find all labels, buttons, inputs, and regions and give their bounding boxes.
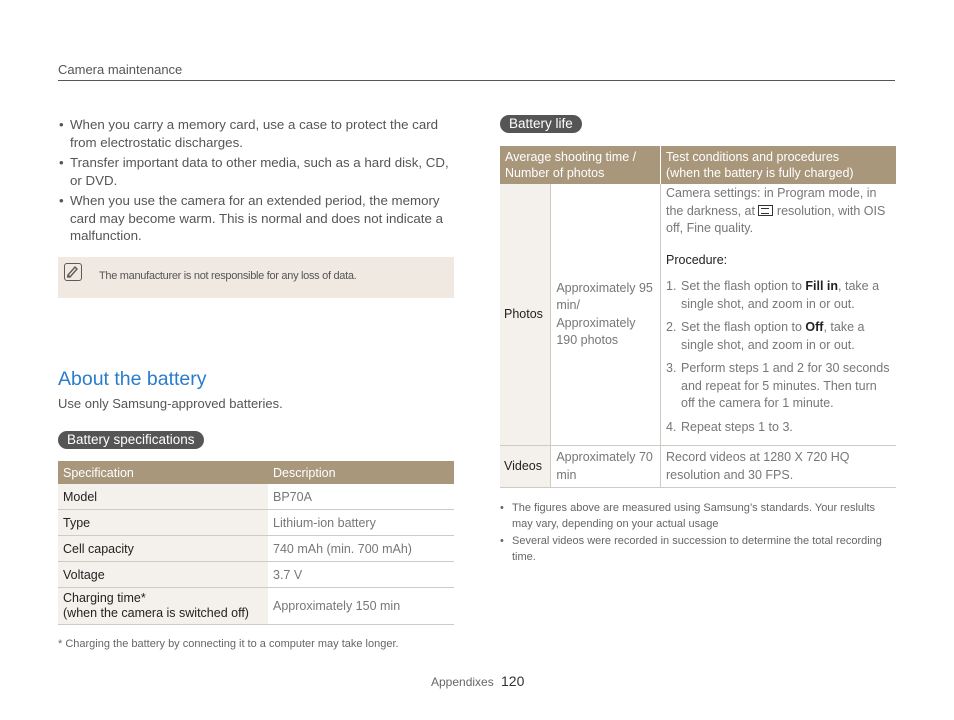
procedure-step (666, 360, 891, 413)
table-header-row (58, 461, 454, 484)
battery-specifications-heading: Battery specifications (58, 431, 204, 449)
spec-key: Cell capacity (58, 536, 268, 562)
step-number: 3. (666, 361, 677, 375)
spec-key: Model (58, 484, 268, 510)
settings-text: resolution, with OIS off, Fine quality. (666, 203, 886, 235)
memory-card-tips-list (59, 116, 454, 248)
battery-life-table (500, 146, 896, 488)
spec-value: 740 mAh (min. 700 mAh) (268, 536, 454, 562)
resolution-icon (758, 205, 773, 216)
step-text: , take a single shot, and zoom in or out. (681, 320, 865, 352)
note-box (58, 257, 454, 298)
spec-key-line: Charging time* (63, 591, 146, 605)
table-row (500, 446, 896, 488)
table-row (58, 510, 454, 536)
note-text: The manufacturer is not responsible for any loss of data. (99, 270, 357, 282)
list-item: • Transfer important data to other media, such as a hard disk, CD, or DVD. (59, 154, 454, 189)
flash-option-name: Off (805, 320, 824, 334)
table-row (58, 562, 454, 588)
battery-life-heading: Battery life (500, 115, 582, 133)
approx-time: Approximately 95 min/ Approximately 190 photos (551, 184, 661, 446)
battery-life-notes (500, 500, 895, 566)
list-item: • When you use the camera for an extended period, the memory card may become warm. This is normal and does not indicate a malfunction. (59, 192, 454, 245)
column-header-line: Test conditions and procedures (666, 150, 840, 164)
table-row (500, 184, 896, 446)
spec-key (58, 588, 268, 625)
settings-text: Camera settings: in Program mode, in the darkness, at (666, 186, 877, 218)
step-number: 2. (666, 320, 677, 334)
test-conditions: Record videos at 1280 X 720 HQ resolution and 30 FPS. (661, 446, 897, 488)
footer-section-name: Appendixes (431, 675, 494, 689)
procedure-label: Procedure: (666, 252, 728, 267)
running-header: Camera maintenance (58, 62, 183, 77)
table-row (58, 484, 454, 510)
row-type: Videos (500, 446, 551, 488)
step-text: Set the flash option to (681, 279, 802, 293)
column-header: Description (268, 461, 454, 484)
procedure-step (666, 278, 891, 313)
camera-settings (666, 185, 891, 238)
column-header: Specification (58, 461, 268, 484)
procedure-step (666, 419, 891, 437)
table-row (58, 536, 454, 562)
header-divider (58, 80, 895, 81)
battery-specifications-table (58, 461, 454, 625)
column-header-line: Number of photos (505, 166, 605, 180)
list-item: • Several videos were recorded in succession to determine the total recording time. (500, 533, 895, 565)
spec-value: BP70A (268, 484, 454, 510)
step-text: Repeat steps 1 to 3. (681, 419, 793, 434)
step-number: 1. (666, 279, 677, 293)
spec-value: 3.7 V (268, 562, 454, 588)
section-title: About the battery (58, 368, 207, 390)
column-header (500, 146, 661, 184)
spec-value: Lithium-ion battery (268, 510, 454, 536)
step-text: Set the flash option to (681, 320, 802, 334)
test-conditions (661, 184, 897, 446)
list-item: • When you carry a memory card, use a case to protect the card from electrostatic discharges. (59, 116, 454, 151)
spec-footnote: * Charging the battery by connecting it to a computer may take longer. (58, 638, 399, 650)
section-subtitle: Use only Samsung-approved batteries. (58, 396, 283, 411)
table-header-row (500, 146, 896, 184)
column-header-line: (when the battery is fully charged) (666, 166, 854, 180)
column-header (661, 146, 897, 184)
list-item: • The figures above are measured using Samsung’s standards. Your reslults may vary, depending on your actual usage (500, 500, 895, 532)
step-text: , take a single shot, and zoom in or out. (681, 279, 880, 311)
approx-time: Approximately 70 min (551, 446, 661, 488)
spec-value: Approximately 150 min (268, 588, 454, 625)
step-number: 4. (666, 419, 677, 434)
table-row (58, 588, 454, 625)
flash-option-name: Fill in (805, 279, 839, 293)
spec-key-line: (when the camera is switched off) (63, 606, 249, 620)
step-text: Perform steps 1 and 2 for 30 seconds and repeat for 5 minutes. Then turn off the camera for 1 minute. (681, 361, 890, 410)
note-pencil-icon (64, 263, 82, 281)
procedure-step (666, 319, 891, 354)
row-type: Photos (500, 184, 551, 446)
spec-key: Voltage (58, 562, 268, 588)
spec-key: Type (58, 510, 268, 536)
column-header-line: Average shooting time / (505, 150, 637, 164)
page-number: 120 (501, 673, 525, 689)
